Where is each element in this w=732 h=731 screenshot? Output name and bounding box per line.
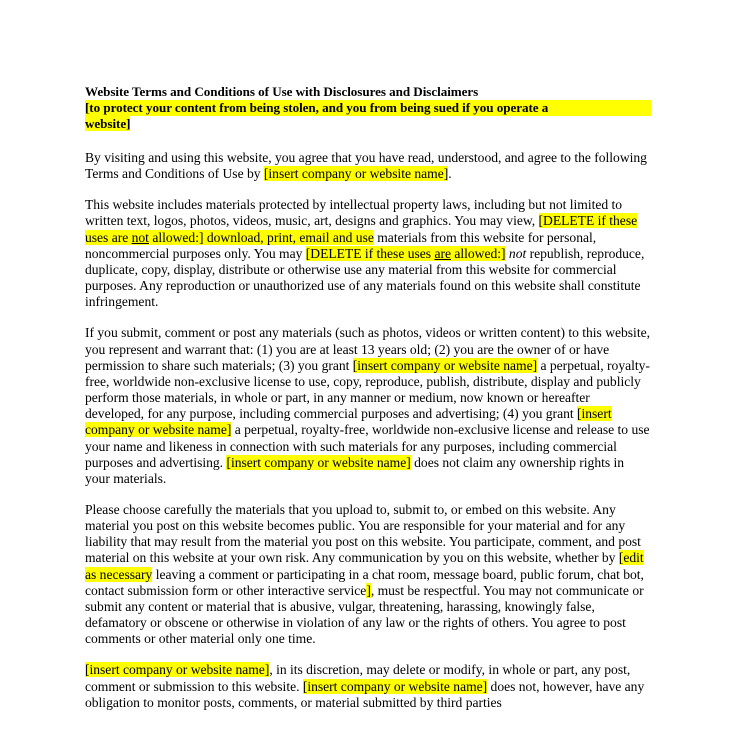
title-line-1: Website Terms and Conditions of Use with Disclosures and Disclaimers <box>85 84 479 99</box>
p1-placeholder-company: [insert company or website name] <box>263 166 449 182</box>
p5-text-b: does not, however, have any obligation to monitor posts, comments, or material submitted by third parties <box>85 678 645 710</box>
p4-edit-note-close: ] <box>366 582 371 598</box>
p3-text-d: does not claim any ownership rights in your materials. <box>85 454 625 486</box>
paragraph-intellectual-property <box>85 197 651 310</box>
p3-text-c: a perpetual, royalty-free, worldwide non-exclusive license and release to use your name and likeness in connection with such materials for any purposes, including commercial purposes and advertising. <box>85 422 650 470</box>
p2-italic-not: not <box>508 245 527 261</box>
p3-placeholder-company-3: [insert company or website name] <box>226 454 411 470</box>
title-line-3-highlighted: website] <box>85 116 131 131</box>
p2-text-b: materials from this website for personal, noncommercial purposes only. You may <box>85 229 597 261</box>
p3-placeholder-company-1: [insert company or website name] <box>352 357 538 373</box>
spacer-after-title <box>85 132 651 150</box>
p2-delete-note-2-a: [DELETE if these uses <box>305 245 435 261</box>
p5-placeholder-company-2: [insert company or website name] <box>302 678 488 694</box>
p2-emphasis-are: are <box>434 245 451 261</box>
p4-text-a: Please choose carefully the materials that you upload to, submit to, or embed on this website. Any material you post on this website becomes public. You are responsible for your material and for any liability that may result from the material you post on this website. You participate, comment, and post material on this website at your own risk. Any communication by you on this website, whether by <box>85 501 641 566</box>
p1-text-a: By visiting and using this website, you agree that you have read, understood, and agree to the following Terms and Conditions of Use by <box>85 150 647 182</box>
p1-text-b: . <box>448 166 452 182</box>
p2-delete-note-1-b: allowed:] download, print, email and use <box>148 229 374 245</box>
p2-text-c: republish, reproduce, duplicate, copy, display, distribute or otherwise use any material from this website for commercial purposes. Any reproduction or unauthorized use of any materials found on this website shall constitute infringement. <box>85 245 645 310</box>
p5-placeholder-company-1: [insert company or website name] <box>85 662 270 678</box>
paragraph-conduct <box>85 502 651 647</box>
p3-placeholder-company-2: [insert company or website name] <box>85 406 612 438</box>
spacer-2 <box>85 310 651 325</box>
page-title <box>85 84 651 132</box>
p2-delete-note-2-b: allowed:] <box>450 245 506 261</box>
p4-text-b: leaving a comment or participating in a chat room, message board, public forum, chat bot, contact submission form or other interactive service <box>85 566 644 598</box>
p5-text-a: , in its discretion, may delete or modify, in whole or part, any post, comment or submission to this website. <box>85 662 631 694</box>
p2-text-a: This website includes materials protected by intellectual property laws, including but not limited to written text, logos, photos, videos, music, art, designs and graphics. You may view, <box>85 197 623 229</box>
p3-text-a: If you submit, comment or post any materials (such as photos, videos or written content) to this website, you represent and warrant that: (1) you are at least 13 years old; (2) you are the owner of or have permission to share such materials; (3) you grant <box>85 325 650 373</box>
p2-delete-note-2 <box>306 246 506 261</box>
p4-edit-note-open: [edit as necessary <box>85 550 644 582</box>
spacer-1 <box>85 182 651 197</box>
title-line-2-highlighted: [to protect your content from being stolen, and you from being sued if you operate a <box>85 100 651 116</box>
spacer-3 <box>85 487 651 502</box>
document-body <box>85 84 651 711</box>
p4-text-c: , must be respectful. You may not communicate or submit any content or material that is abusive, vulgar, threatening, harassing, knowingly false, defamatory or obscene or otherwise in violation of any law or the rights of others. You agree to post comments or other material only one time. <box>85 582 644 647</box>
paragraph-user-submissions <box>85 325 651 487</box>
paragraph-agreement <box>85 150 651 182</box>
spacer-4 <box>85 647 651 662</box>
p2-emphasis-not: not <box>131 229 149 245</box>
paragraph-moderation <box>85 662 651 710</box>
p2-delete-note-1-a: [DELETE if these uses are <box>85 213 638 245</box>
p3-text-b: a perpetual, royalty-free, worldwide non-exclusive license to use, copy, reproduce, publish, distribute, display and publicly perform those materials, in whole or part, in any manner or medium, now known or hereafter developed, for any purpose, including commercial purposes and advertising; (4) you grant <box>85 357 650 422</box>
